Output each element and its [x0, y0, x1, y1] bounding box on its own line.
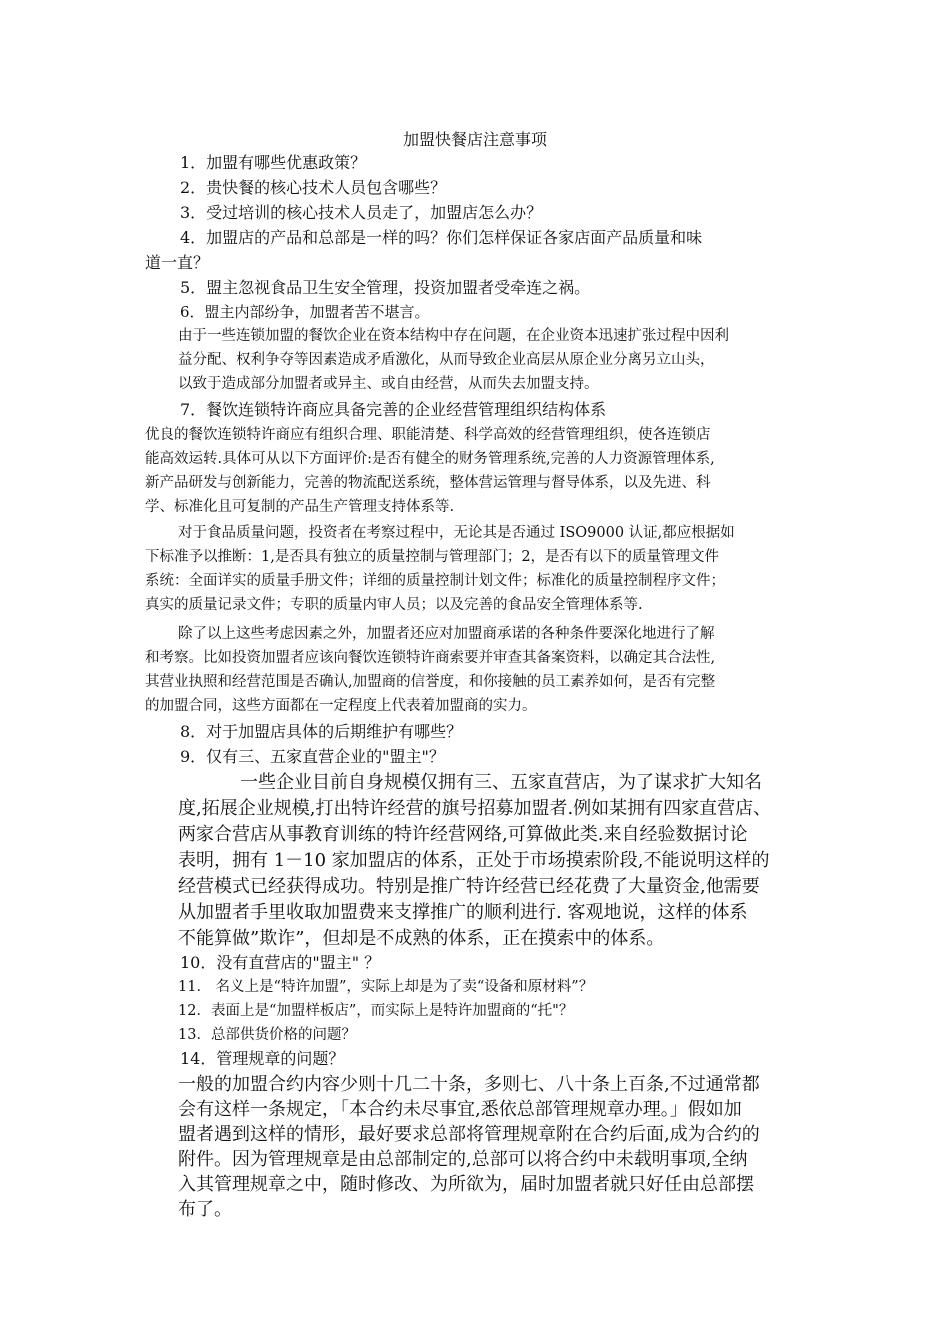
paragraph-7b-line: 下标准予以推断：1,是否具有独立的质量控制与管理部门；2，是否有以下的质量管理文件	[145, 549, 720, 565]
question-3: 3．受过培训的核心技术人员走了，加盟店怎么办？	[180, 203, 543, 222]
question-13: 13．总部供货价格的问题？	[178, 1027, 356, 1043]
paragraph-14-line: 会有这样一条规定，「本合约未尽事宜,悉依总部管理规章办理。」假如加	[178, 1099, 742, 1120]
paragraph-7b-line: 真实的质量记录文件；专职的质量内审人员；以及完善的食品安全管理体系等.	[145, 597, 643, 613]
question-11: 11． 名义上是“特许加盟”，实际上却是为了卖“设备和原材料”？	[178, 979, 594, 995]
paragraph-7a-line: 能高效运转.具体可从以下方面评价:是否有健全的财务管理系统,完善的人力资源管理体系,	[145, 451, 715, 467]
paragraph-7a-line: 优良的餐饮连锁特许商应有组织合理、职能清楚、科学高效的经营管理组织，使各连锁店	[145, 427, 711, 443]
paragraph-6-line: 以致于造成部分加盟者或异主、或自由经营，从而失去加盟支持。	[178, 376, 599, 392]
paragraph-14-line: 附件。因为管理规章是由总部制定的,总部可以将合约中未载明事项,全纳	[178, 1149, 748, 1170]
question-9: 9．仅有三、五家直营企业的"盟主"？	[180, 747, 445, 766]
document-title: 加盟快餐店注意事项	[402, 130, 547, 149]
question-10: 10．没有直营店的"盟主" ？	[180, 953, 381, 972]
question-12: 12．表面上是“加盟样板店”，而实际上是特许加盟商的“托"？	[178, 1003, 574, 1019]
paragraph-7c-line: 的加盟合同，这些方面都在一定程度上代表着加盟商的实力。	[145, 698, 537, 714]
paragraph-14-line: 布了。	[178, 1199, 232, 1220]
question-2: 2．贵快餐的核心技术人员包含哪些？	[180, 178, 447, 197]
paragraph-7c-line: 其营业执照和经营范围是否确认,加盟商的信誉度，和你接触的员工素养如何，是否有完整	[145, 674, 716, 690]
paragraph-7b-line: 对于食品质量问题，投资者在考察过程中，无论其是否通过 ISO9000 认证,都应根据如	[178, 525, 735, 541]
question-4-continued: 道一直？	[145, 253, 210, 272]
paragraph-14-line: 盟者遇到这样的情形，最好要求总部将管理规章附在合约后面,成为合约的	[178, 1124, 760, 1145]
paragraph-7a-line: 新产品研发与创新能力，完善的物流配送系统，整体营运管理与督导体系，以及先进、科	[145, 475, 711, 491]
question-1: 1．加盟有哪些优惠政策？	[180, 153, 367, 172]
paragraph-9-line: 度,拓展企业规模,打出特许经营的旗号招募加盟者.例如某拥有四家直营店、	[178, 798, 772, 819]
question-5: 5．盟主忽视食品卫生安全管理，投资加盟者受牵连之祸。	[180, 278, 591, 297]
question-7: 7．餐饮连锁特许商应具备完善的企业经营管理组织结构体系	[180, 400, 607, 419]
paragraph-14-line: 一般的加盟合约内容少则十几二十条，多则七、八十条上百条,不过通常都	[178, 1074, 760, 1095]
question-14: 14．管理规章的问题？	[180, 1049, 345, 1068]
paragraph-9-line: 不能算做”欺诈”，但却是不成熟的体系，正在摸索中的体系。	[178, 928, 665, 949]
paragraph-6-line: 由于一些连锁加盟的餐饮企业在资本结构中存在问题，在企业资本迅速扩张过程中因利	[178, 328, 729, 344]
paragraph-7c-line: 除了以上这些考虑因素之外，加盟者还应对加盟商承诺的各种条件要深化地进行了解	[178, 626, 715, 642]
paragraph-9-line: 从加盟者手里收取加盟费来支撑推广的顺利进行. 客观地说，这样的体系	[178, 902, 748, 923]
paragraph-7c-line: 和考察。比如投资加盟者应该向餐饮连锁特许商索要并审查其备案资料，以确定其合法性,	[145, 650, 716, 666]
question-6: 6．盟主内部纷争，加盟者苦不堪言。	[180, 303, 430, 321]
paragraph-9-line: 经营模式已经获得成功。特别是推广特许经营已经花费了大量资金,他需要	[178, 876, 760, 897]
paragraph-7a-line: 学、标准化且可复制的产品生产管理支持体系等.	[145, 499, 455, 515]
question-4: 4．加盟店的产品和总部是一样的吗？你们怎样保证各家店面产品质量和味	[180, 228, 703, 247]
paragraph-9-line: 表明，拥有 1－10 家加盟店的体系，正处于市场摸索阶段,不能说明这样的	[178, 850, 770, 871]
paragraph-14-line: 入其管理规章之中，随时修改、为所欲为，届时加盟者就只好任由总部摆	[178, 1174, 754, 1195]
question-8: 8．对于加盟店具体的后期维护有哪些？	[180, 722, 463, 741]
paragraph-6-line: 益分配、权利争夺等因素造成矛盾激化，从而导致企业高层从原企业分离另立山头，	[178, 352, 715, 368]
paragraph-9-line: 两家合营店从事教育训练的特许经营网络,可算做此类.来自经验数据讨论	[178, 824, 748, 845]
paragraph-9-line: 一些企业目前自身规模仅拥有三、五家直营店，为了谋求扩大知名	[240, 772, 762, 793]
paragraph-7b-line: 系统：全面详实的质量手册文件；详细的质量控制计划文件；标准化的质量控制程序文件；	[145, 573, 725, 589]
